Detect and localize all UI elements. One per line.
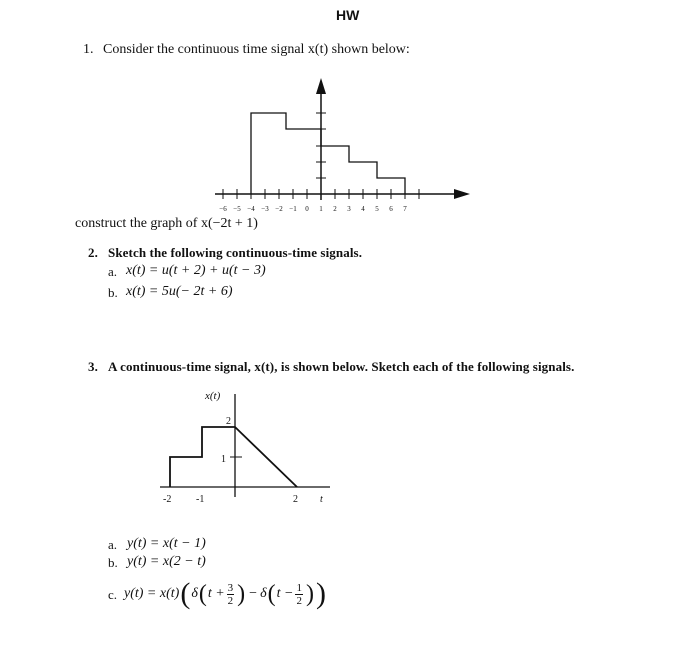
q3-text: A continuous-time signal, x(t), is shown below. Sketch each of the following signals. (108, 359, 575, 374)
q3-a-label: a. (108, 537, 118, 552)
q1-tick-label: 6 (389, 205, 393, 213)
q2-b-equation: x(t) = 5u(− 2t + 6) (126, 284, 233, 299)
q3-c-delta1: δ (191, 586, 198, 601)
q1-tick-label: 5 (375, 205, 379, 213)
q3-c-equation (124, 574, 327, 614)
q3-tick-neg2: -2 (163, 494, 172, 505)
q1-signal-graph (200, 72, 480, 222)
q1-tick-label: −4 (247, 205, 255, 213)
q3-c-paren-open-1: ( (198, 581, 207, 607)
q1-tick-label: 7 (403, 205, 407, 213)
q1-tick-label: 3 (347, 205, 351, 213)
q3-a-equation: y(t) = x(t − 1) (127, 536, 206, 551)
q3-c-big-paren-open: ( (180, 577, 191, 610)
q3-c-t1: t + (207, 586, 225, 601)
q3-number: 3. (88, 359, 98, 374)
q2-text: Sketch the following continuous-time signals. (108, 245, 363, 260)
q3-c-frac1-den: 2 (227, 594, 234, 607)
q3-c-big-paren-close: ) (315, 577, 326, 610)
q3-c-paren-open-2: ( (267, 581, 276, 607)
q3-c-frac2-den: 2 (296, 594, 302, 607)
q1-number: 1. (83, 42, 94, 57)
q1-y-axis-arrow (316, 78, 326, 94)
q3-tick-neg1: -1 (196, 494, 205, 505)
q3-y-tick-2-label: 2 (226, 416, 231, 427)
q3-c-frac2-num: 1 (296, 581, 302, 594)
q1-signal-curve (251, 113, 405, 194)
q1-t-axis-arrow (454, 189, 470, 199)
q1-text: Consider the continuous time signal x(t) shown below: (103, 42, 410, 57)
q3-c-paren-close-2: ) (305, 581, 314, 607)
q1-tick-label: 1 (319, 205, 323, 213)
q3-c-t2: t − (276, 586, 294, 601)
q3-c-label: c. (108, 587, 118, 602)
q1-tick-label: −2 (275, 205, 283, 213)
q1-tick-label: 2 (333, 205, 337, 213)
q3-signal-graph (150, 382, 350, 512)
q1-tick-label: 0 (305, 205, 309, 213)
q2-a-label: a. (108, 264, 118, 279)
q3-c-paren-close-1: ) (237, 581, 246, 607)
q1-tick-label: −1 (289, 205, 297, 213)
q3-xlabel: t (320, 494, 323, 505)
q3-ylabel: x(t) (205, 390, 221, 402)
q3-c-frac2 (295, 582, 303, 607)
q1-tick-label: −5 (233, 205, 241, 213)
q3-tick-2: 2 (293, 494, 298, 505)
q1-construct-text: construct the graph of x(−2t + 1) (75, 216, 258, 231)
q2-a-equation: x(t) = u(t + 2) + u(t − 3) (126, 263, 266, 278)
page-title: HW (336, 7, 360, 23)
q3-c-delta2: δ (260, 586, 267, 601)
q2-b-label: b. (108, 285, 118, 300)
q3-c-frac1 (227, 582, 235, 607)
q3-y-tick-1-label: 1 (221, 454, 226, 465)
q1-tick-label: −6 (219, 205, 227, 213)
q1-tick-label: 4 (361, 205, 365, 213)
q1-tick-label: −3 (261, 205, 269, 213)
q3-c-frac1-num: 3 (227, 581, 234, 594)
q2-number: 2. (88, 245, 98, 260)
q3-c-minus: − (249, 586, 258, 601)
q3-b-label: b. (108, 555, 118, 570)
q3-c-eq-start: y(t) = x(t) (124, 586, 180, 601)
q3-b-equation: y(t) = x(2 − t) (127, 554, 206, 569)
